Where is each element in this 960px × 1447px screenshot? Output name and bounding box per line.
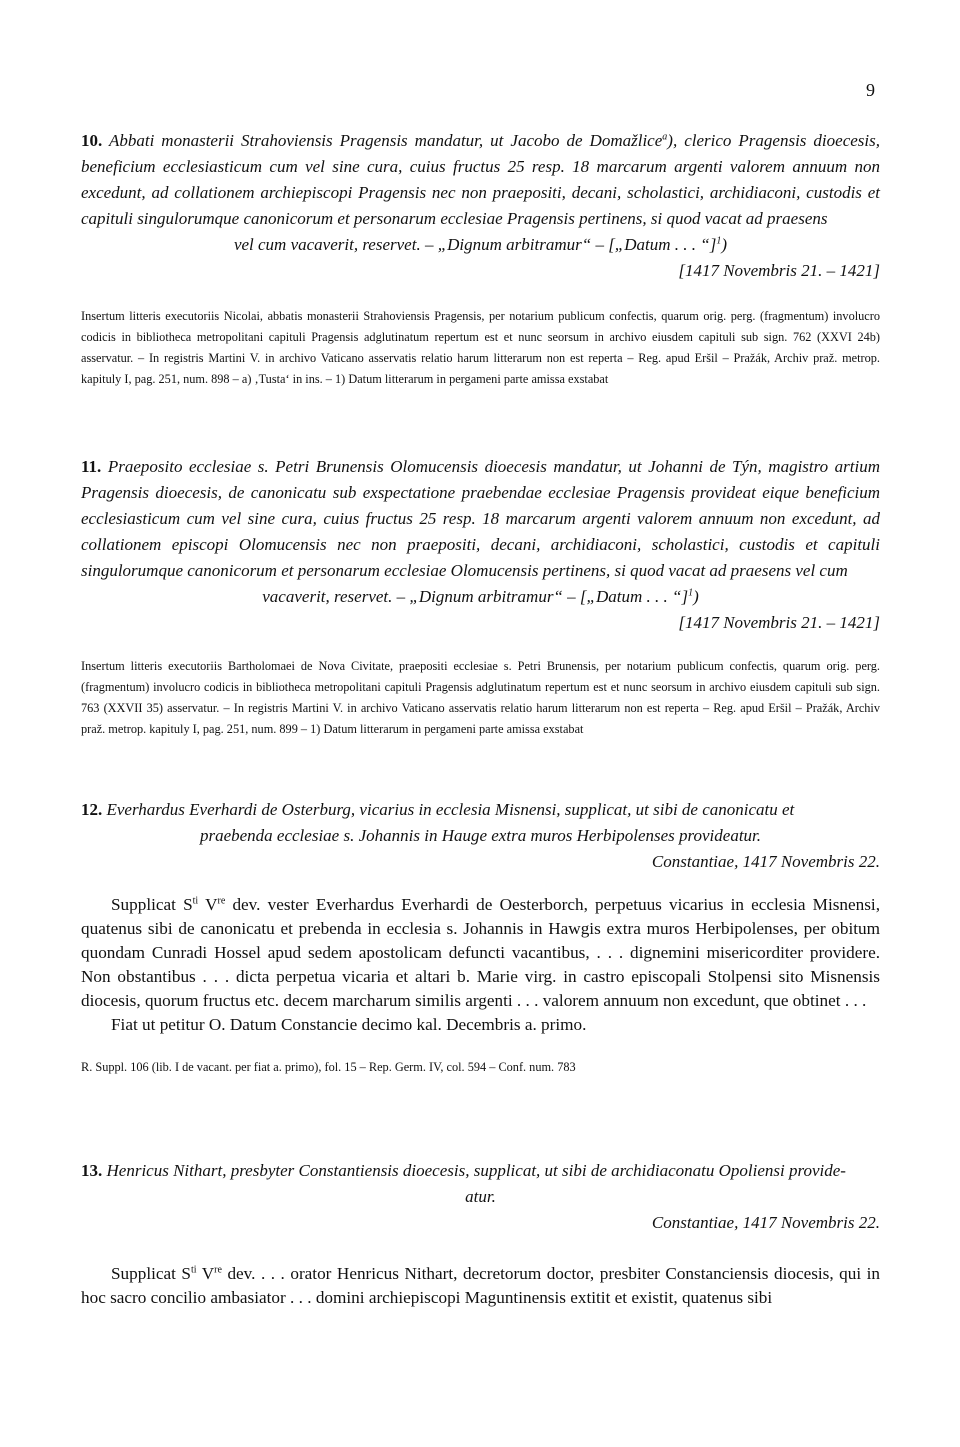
page-number: 9 (866, 80, 875, 100)
entry-heading: 10. Abbati monasterii Strahoviensis Pragensis mandatur, ut Jacobo de Domažlice$^a$), clerico Pragensis dioecesis, beneficium ecclesiasticum cum vel sine cura, cuius fructus 25 resp. 18 marcarum argenti valorem annuum non excedunt, ad collationem archiepiscopi Pragensis nec non praepositi, decani, scholastici, archidiaconi, custodis et capituli singulorumque canonicorum et personarum ecclesiae Pragensis pertinens, si quod vacat ad praesens vel cum vacaverit, reservet. – „Dignum arbitramur“ – [„Datum . . . “]$^1$) (81, 131, 880, 254)
source-note: R. Suppl. 106 (lib. I de vacant. per fiat a. primo), fol. 15 – Rep. Germ. IV, col. 594 – Conf. num. 783 (81, 1060, 576, 1074)
entry-number: 13. (81, 1161, 103, 1180)
supplication-text: Supplicat $S^{ti}$ Vre dev. . . . orator Henricus Nithart, decretorum doctor, presbiter Constanciensis diocesis, qui in hoc sacro concilio ambasiator . . . domini archiepiscopi Maguntinensis extitit et existit, quatenus sibi (81, 1264, 880, 1307)
entry-heading: 12. Everhardus Everhardi de Osterburg, vicarius in ecclesia Misnensi, supplicat, ut sibi de canonicatu et praebenda ecclesiae s. Johannis in Hauge extra muros Herbipolenses provideatur. (81, 800, 795, 845)
entry-number: 11. (81, 457, 102, 476)
entry-number: 12. (81, 800, 103, 819)
entry-12 (81, 797, 880, 1078)
dateline: Constantiae, 1417 Novembris 22. (651, 1213, 880, 1232)
source-note: Insertum litteris executoriis Bartholomaei de Nova Civitate, praepositi ecclesiae s. Petri Brunensis, per notarium publicum confectis, quarum orig. perg. (fragmentum) involucro codicis in bibliotheca metropolitani capituli Pragensis adglutinatum repertum est et nunc seorsum in archivo eiusdem capituli sub sign. 763 (XXVII 35) asservatur. – In registris Martini V. in archivo Vaticano asservatis relatio harum litterarum non est reperta – Reg. apud Eršil – Pražák, Archiv praž. metrop. kapituly I, pag. 251, num. 899 – 1) Datum litterarum in pergameni parte amissa exstabat (81, 659, 880, 736)
entry-10 (81, 128, 880, 390)
entry-11 (81, 454, 880, 740)
dateline: [1417 Novembris 21. – 1421] (678, 613, 880, 632)
fiat-text: Fiat ut petitur O. Datum Constancie decimo kal. Decembris a. primo. (111, 1015, 587, 1034)
entry-13 (81, 1158, 880, 1310)
entry-heading: 13. Henricus Nithart, presbyter Constantiensis dioecesis, supplicat, ut sibi de archidiaconatu Opoliensi provide- atur. (81, 1161, 846, 1206)
supplication-text: Supplicat $S^{ti}$ Vre dev. vester Everhardus Everhardi de Oesterborch, perpetuus vicarius in ecclesia Misnensi, quatenus sibi de canonicatu et prebenda in ecclesia s. Johannis in Hawgis extra muros Herbipolenses, per obitum quondam Cunradi Hossel apud sedem apostolicam defuncti vacantibus, . . . dignemini misericorditer providere. Non obstantibus . . . dicta perpetua vicaria et altari b. Marie virg. in castro episcopali Stolpensi sito Misnensis diocesis, quorum fructus etc. decem marcharum similis argenti . . . valorem annuum non excedunt, que obtinet . . . (81, 895, 881, 1010)
entry-number: 10. (81, 131, 103, 150)
source-note: Insertum litteris executoriis Nicolai, abbatis monasterii Strahoviensis Pragensis, per notarium publicum confectis, quarum orig. perg. (fragmentum) involucro codicis in bibliotheca metropolitani capituli Pragensis adglutinatum repertum est et nunc seorsum in archivo eiusdem capituli sub sign. 762 (XXVI 24b) asservatur. – In registris Martini V. in archivo Vaticano asservatis relatio harum litterarum non est reperta – Reg. apud Eršil – Pražák, Archiv praž. metrop. kapituly I, pag. 251, num. 898 – a) ‚Tusta‘ in ins. – 1) Datum litterarum in pergameni parte amissa exstabat (81, 309, 880, 386)
dateline: Constantiae, 1417 Novembris 22. (651, 852, 880, 871)
dateline: [1417 Novembris 21. – 1421] (678, 261, 880, 280)
entry-heading: 11. Praeposito ecclesiae s. Petri Brunensis Olomucensis dioecesis mandatur, ut Johanni de Týn, magistro artium Pragensis dioecesis, de canonicatu sub exspectatione praebendae ecclesiae Pragensis provideat eique beneficium ecclesiasticum cum vel sine cura, cuius fructus 25 resp. 18 marcarum argenti valorem annuum non excedunt, ad collationem episcopi Olomucensis nec non praepositi, decani, archidiaconi, scholastici, custodis et capituli singulorumque canonicorum et personarum ecclesiae Olomucensis pertinens, si quod vacat ad praesens vel cum vacaverit, reservet. – „Dignum arbitramur“ – [„Datum . . . “]$^1$) (81, 457, 880, 606)
